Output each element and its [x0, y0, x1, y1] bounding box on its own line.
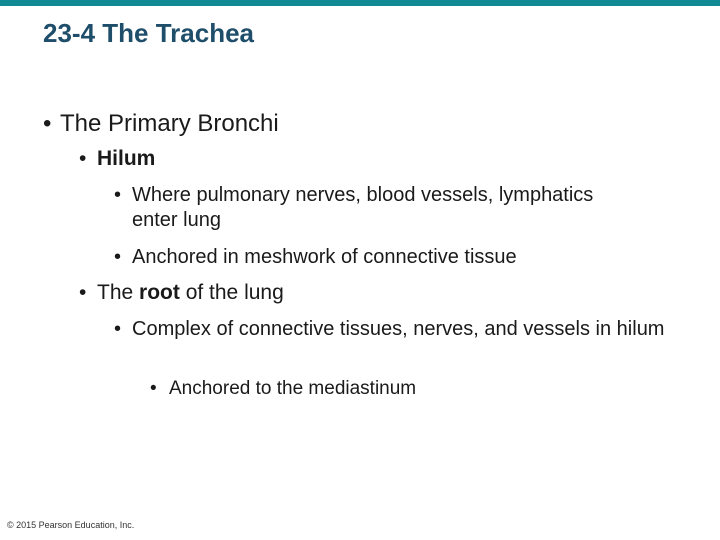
bullet-text-prefix: The — [97, 281, 140, 304]
slide-title: 23-4 The Trachea — [43, 18, 254, 48]
bullet-text: Anchored to the mediastinum — [169, 378, 417, 399]
bullet-root-anchored — [150, 378, 416, 400]
bullet-dot: • — [114, 318, 122, 340]
bullet-text: Complex of connective tissues, nerves, and vessels in hilum — [132, 318, 665, 340]
bullet-hilum — [79, 147, 155, 171]
bullet-text: The Primary Bronchi — [60, 110, 279, 137]
bullet-dot: • — [43, 110, 52, 137]
bullet-text-suffix: of the lung — [179, 281, 284, 304]
bullet-dot: • — [114, 246, 122, 268]
copyright-footer: © 2015 Pearson Education, Inc. — [7, 520, 135, 530]
bullet-dot: • — [114, 184, 122, 206]
bullet-hilum-where — [114, 183, 602, 233]
bullet-dot: • — [79, 147, 87, 170]
bullet-hilum-anchored — [114, 245, 517, 270]
bullet-text: Hilum — [97, 147, 156, 170]
bullet-primary-bronchi — [43, 110, 279, 138]
bullet-text: Where pulmonary nerves, blood vessels, lymphatics enter lung — [132, 184, 594, 231]
bullet-text-bold: root — [139, 281, 180, 304]
bullet-dot: • — [150, 378, 157, 399]
top-accent-bar — [0, 0, 720, 6]
bullet-root-of-lung — [79, 281, 284, 305]
bullet-dot: • — [79, 281, 87, 304]
bullet-root-complex — [114, 317, 702, 342]
bullet-text: Anchored in meshwork of connective tissue — [132, 246, 517, 268]
